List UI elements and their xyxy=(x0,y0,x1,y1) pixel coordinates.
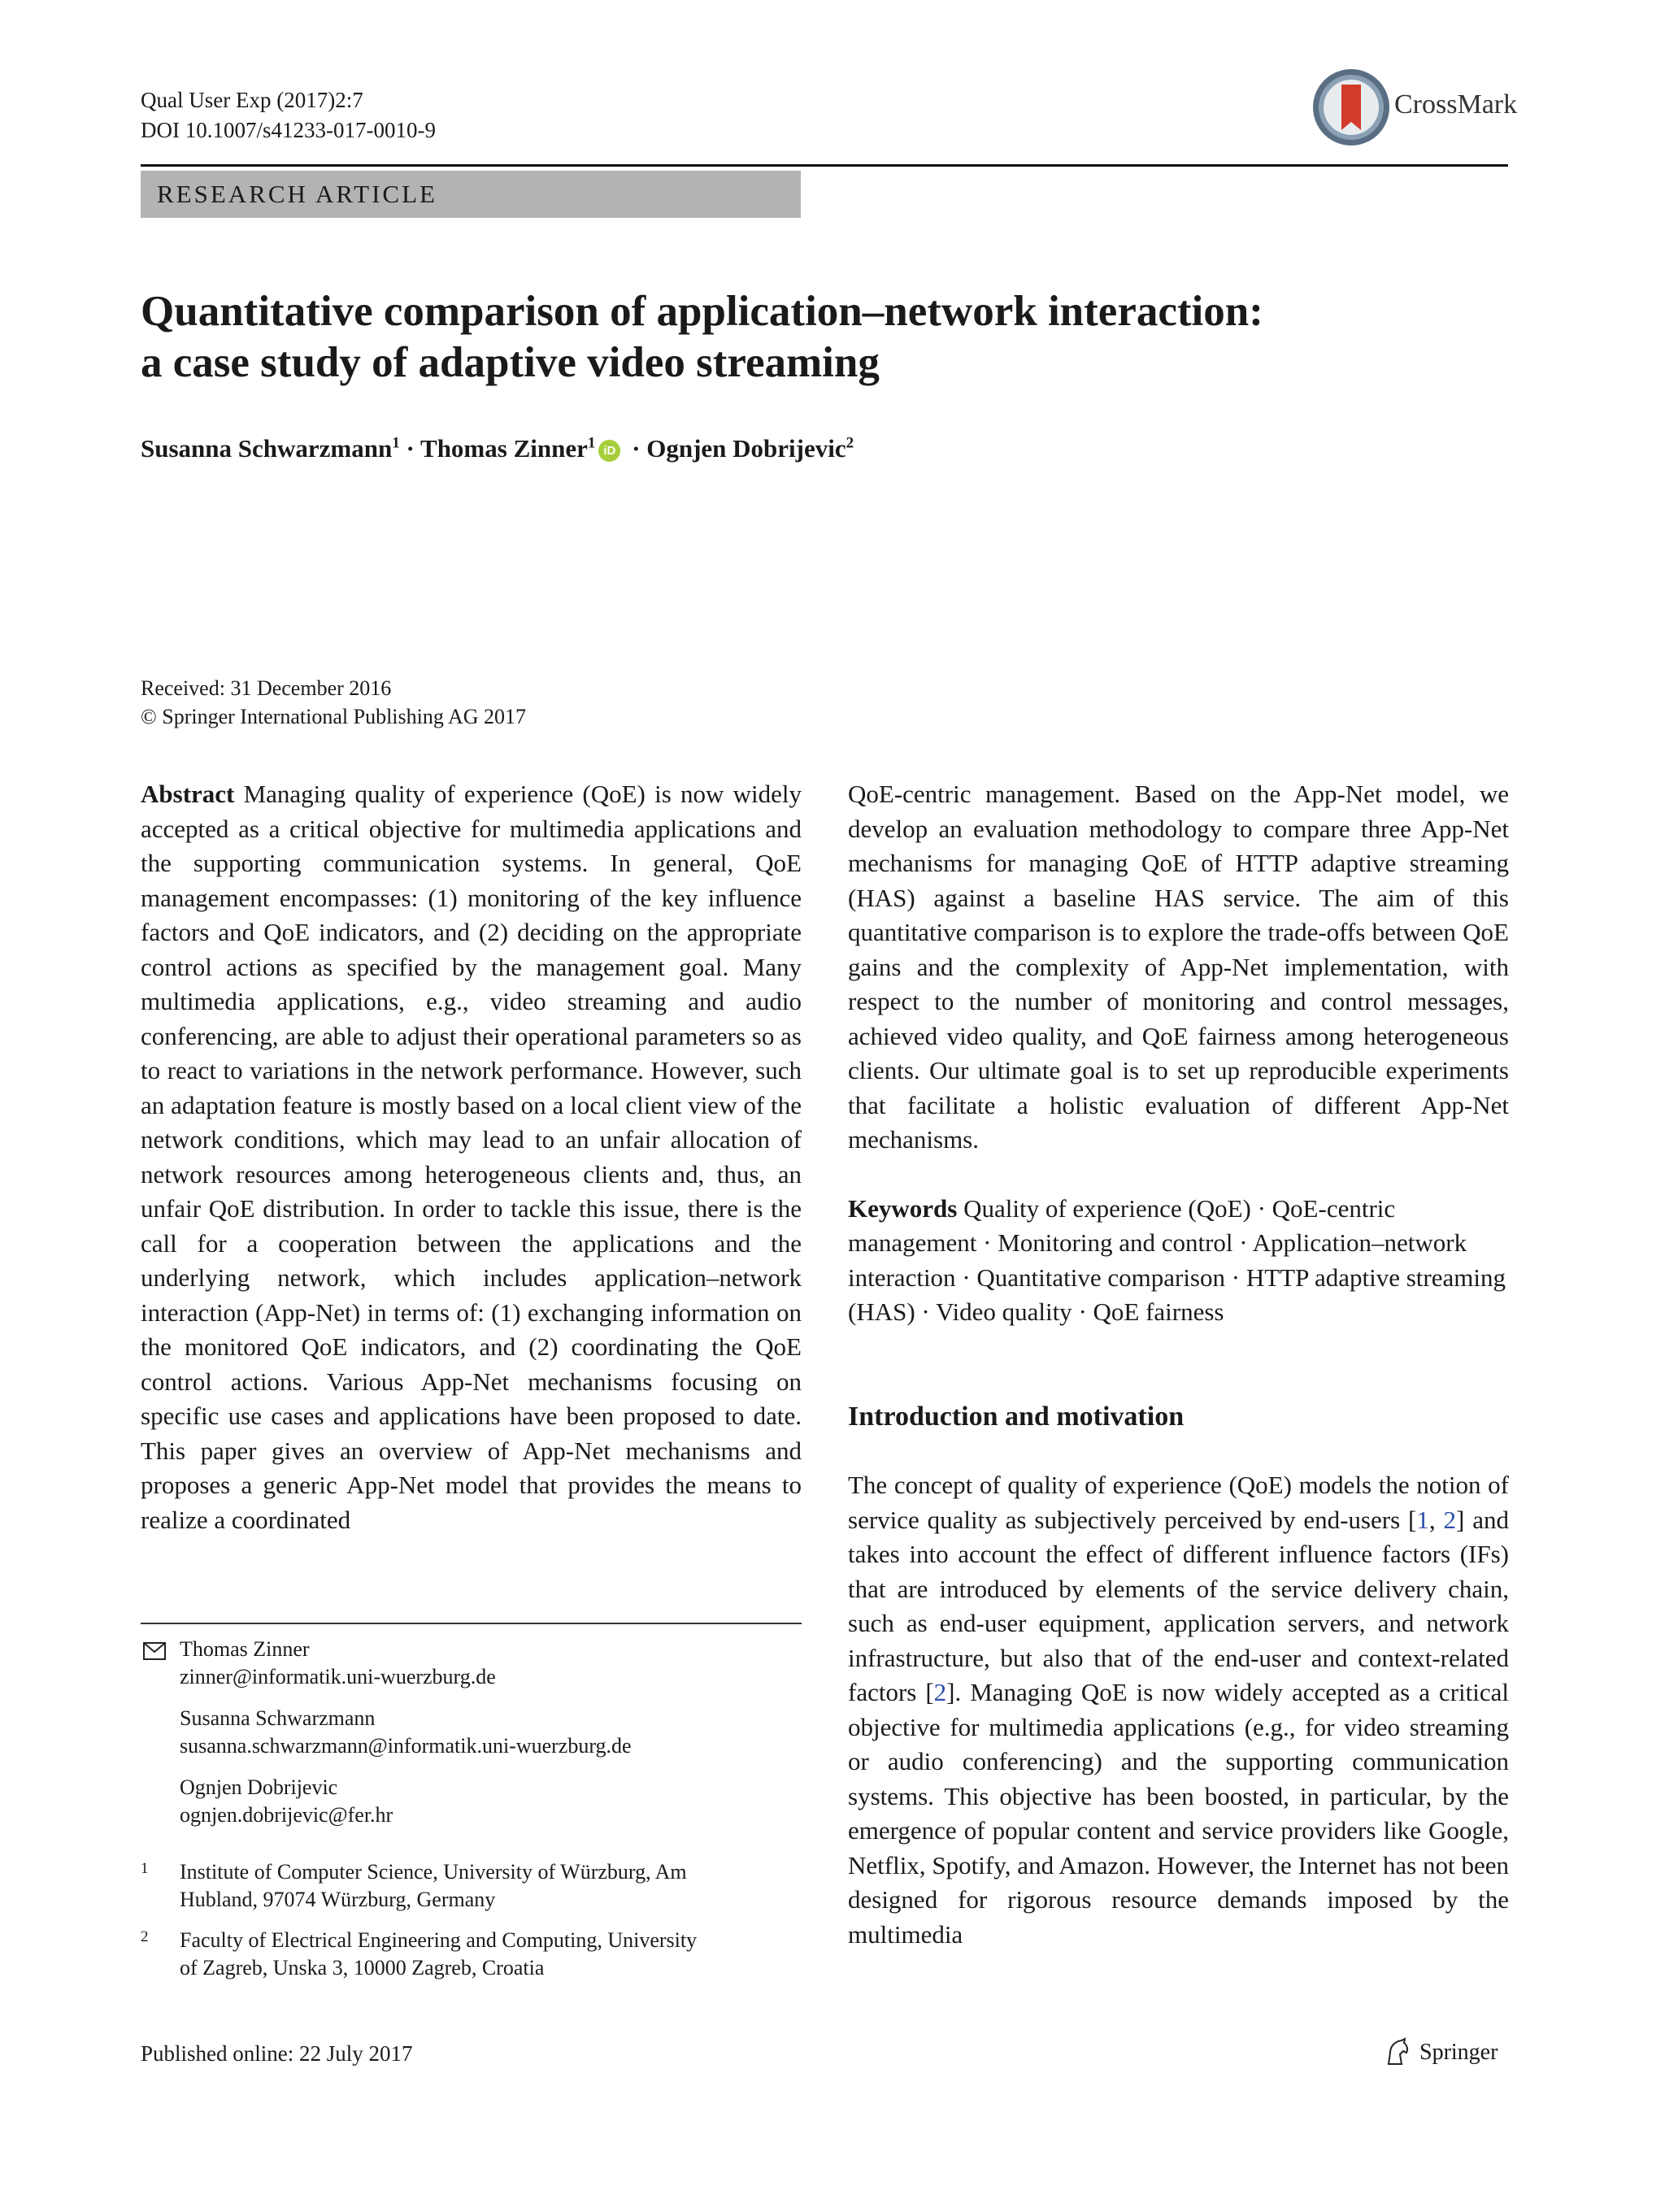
journal-citation: Qual User Exp (2017)2:7 xyxy=(141,88,363,112)
contact-name: Susanna Schwarzmann xyxy=(180,1706,376,1730)
author-separator: · xyxy=(399,434,421,463)
affiliation-line: Institute of Computer Science, University of Würzburg, Am xyxy=(180,1860,687,1884)
intro-text: The concept of quality of experience (QoE) models the notion of service quality as subjectively perceived by end-users [ xyxy=(848,1471,1509,1534)
keyword-item: QoE-centric management xyxy=(848,1193,1396,1257)
keyword-separator: · xyxy=(955,1262,977,1292)
crossmark-label: CrossMark xyxy=(1394,89,1518,120)
abstract-label: Abstract xyxy=(141,780,235,808)
crossmark-badge[interactable] xyxy=(1311,67,1518,148)
author-affil-marker: 1 xyxy=(587,434,596,452)
contact-entry xyxy=(180,1636,798,1691)
affiliation-number: 2 xyxy=(141,1928,149,1945)
keyword-separator: · xyxy=(1250,1193,1272,1223)
author-affil-marker: 2 xyxy=(846,434,854,452)
intro-text: , xyxy=(1428,1505,1444,1534)
keyword-separator: · xyxy=(1072,1297,1093,1326)
publisher-name: Springer xyxy=(1419,2040,1498,2065)
affiliation-1 xyxy=(141,1858,802,1915)
intro-paragraph xyxy=(848,1468,1509,1952)
keyword-separator: · xyxy=(1232,1228,1253,1257)
affiliation-text xyxy=(180,1858,802,1914)
springer-horse-icon xyxy=(1382,2036,1413,2067)
abstract-paragraph xyxy=(141,777,802,1537)
intro-text: ]. Managing QoE is now widely accepted as a critical objective for multimedia applications (e.g., for video streaming or audio conferencing) and the supporting communication systems. This objective has been boosted, in particular, by the emergence of popular content and service providers like Google, Netflix, Spotify, and Amazon. However, the Internet has not been designed for rigorous resource demands imposed by the multimedia xyxy=(848,1678,1509,1949)
article-type-banner: RESEARCH ARTICLE xyxy=(141,171,801,218)
affiliation-line: Faculty of Electrical Engineering and Computing, University xyxy=(180,1928,698,1952)
keywords-label: Keywords xyxy=(848,1193,958,1223)
keyword-item: HTTP adaptive streaming (HAS) xyxy=(848,1262,1506,1326)
contact-name: Thomas Zinner xyxy=(180,1637,310,1661)
keywords-block xyxy=(848,1192,1509,1330)
contact-name: Ognjen Dobrijevic xyxy=(180,1775,338,1799)
orcid-icon[interactable]: iD xyxy=(598,440,620,462)
author-list xyxy=(141,434,854,463)
envelope-icon xyxy=(143,1642,166,1660)
title-line-1: Quantitative comparison of application–network interaction: xyxy=(141,288,1263,335)
citation-link[interactable]: 2 xyxy=(933,1678,947,1706)
affiliation-line: Hubland, 97074 Würzburg, Germany xyxy=(180,1888,496,1911)
publisher-logo[interactable] xyxy=(1382,2036,1512,2069)
right-column xyxy=(848,777,1509,1952)
author-affil-marker: 1 xyxy=(392,434,400,452)
doi-link[interactable]: DOI 10.1007/s41233-017-0010-9 xyxy=(141,118,436,142)
article-dates xyxy=(141,674,526,731)
abstract-continuation: QoE-centric management. Based on the App-Net model, we develop an evaluation methodology to compare three App-Net mechanisms for managing QoE of HTTP adaptive streaming (HAS) against a baseline HAS service. The aim of this quantitative comparison is to explore the trade-offs between QoE gains and the complexity of App-Net implementation, with respect to the number of monitoring and control messages, achieved video quality, and QoE fairness among heterogeneous clients. Our ultimate goal is to set up reproducible experiments that facilitate a holistic evaluation of different App-Net mechanisms. xyxy=(848,780,1509,1154)
copyright-notice: © Springer International Publishing AG 2017 xyxy=(141,705,526,728)
contact-email[interactable]: susanna.schwarzmann@informatik.uni-wuerzburg.de xyxy=(180,1734,632,1758)
published-date: Published online: 22 July 2017 xyxy=(141,2041,413,2066)
affiliation-number: 1 xyxy=(141,1860,149,1877)
author-name[interactable]: Ognjen Dobrijevic xyxy=(646,434,846,463)
contact-email[interactable]: zinner@informatik.uni-wuerzburg.de xyxy=(180,1665,496,1688)
keyword-item: QoE fairness xyxy=(1093,1297,1224,1326)
citation-link[interactable]: 2 xyxy=(1443,1505,1457,1534)
affiliation-2 xyxy=(141,1927,802,1984)
title-line-2: a case study of adaptive video streaming xyxy=(141,339,880,386)
affiliation-line: of Zagreb, Unska 3, 10000 Zagreb, Croatia xyxy=(180,1956,545,1980)
keyword-separator: · xyxy=(976,1228,998,1257)
section-heading: Introduction and motivation xyxy=(848,1401,1185,1432)
citation-link[interactable]: 1 xyxy=(1416,1505,1429,1534)
keyword-item: Application–network interaction xyxy=(848,1228,1467,1292)
keyword-item: Quantitative comparison xyxy=(976,1262,1226,1292)
author-separator: · xyxy=(625,434,647,463)
received-date: Received: 31 December 2016 xyxy=(141,676,392,700)
keyword-item: Monitoring and control xyxy=(998,1228,1233,1257)
abstract-text: Managing quality of experience (QoE) is now widely accepted as a critical objective for multimedia applications and the supporting communication systems. In general, QoE management encompasses: (1) monitoring of the key influence factors and QoE indicators, and (2) deciding on the appropriate control actions as specified by the management goal. Many multimedia applications, e.g., video streaming and audio conferencing, are able to adjust their operational parameters so as to react to variations in the network performance. However, such an adaptation feature is mostly based on a local client view of the network conditions, which may lead to an unfair allocation of network resources among heterogeneous clients and, thus, an unfair QoE distribution. In order to tackle this issue, there is the call for a cooperation between the applications and the underlying network, which includes application–network interaction (App-Net) in terms of: (1) exchanging information on the monitored QoE indicators, and (2) coordinating the QoE control actions. Various App-Net mechanisms focusing on specific use cases and applications have been proposed to date. This paper gives an overview of App-Net mechanisms and proposes a generic App-Net model that provides the means to realize a coordinated xyxy=(141,780,802,1534)
crossmark-icon xyxy=(1311,67,1392,148)
header-rule xyxy=(141,164,1508,167)
abstract-left-column xyxy=(141,777,802,1537)
keyword-item: Video quality xyxy=(935,1297,1072,1326)
keyword-item: Quality of experience (QoE) xyxy=(963,1193,1251,1223)
intro-text: ] and takes into account the effect of different influence factors (IFs) that are introduced by elements of the service delivery chain, such as end-user equipment, application servers, and network infrastructure, but also that of the end-user and context-related factors [ xyxy=(848,1505,1509,1706)
keyword-separator: · xyxy=(1225,1262,1246,1292)
paper-title xyxy=(141,286,1508,389)
keyword-separator: · xyxy=(915,1297,936,1326)
contact-entry xyxy=(180,1774,798,1829)
contact-entry xyxy=(180,1705,798,1760)
affiliation-text xyxy=(180,1927,802,1982)
author-name[interactable]: Thomas Zinner xyxy=(420,434,588,463)
author-name[interactable]: Susanna Schwarzmann xyxy=(141,434,393,463)
contact-email[interactable]: ognjen.dobrijevic@fer.hr xyxy=(180,1803,393,1827)
footnote-rule xyxy=(141,1623,802,1624)
